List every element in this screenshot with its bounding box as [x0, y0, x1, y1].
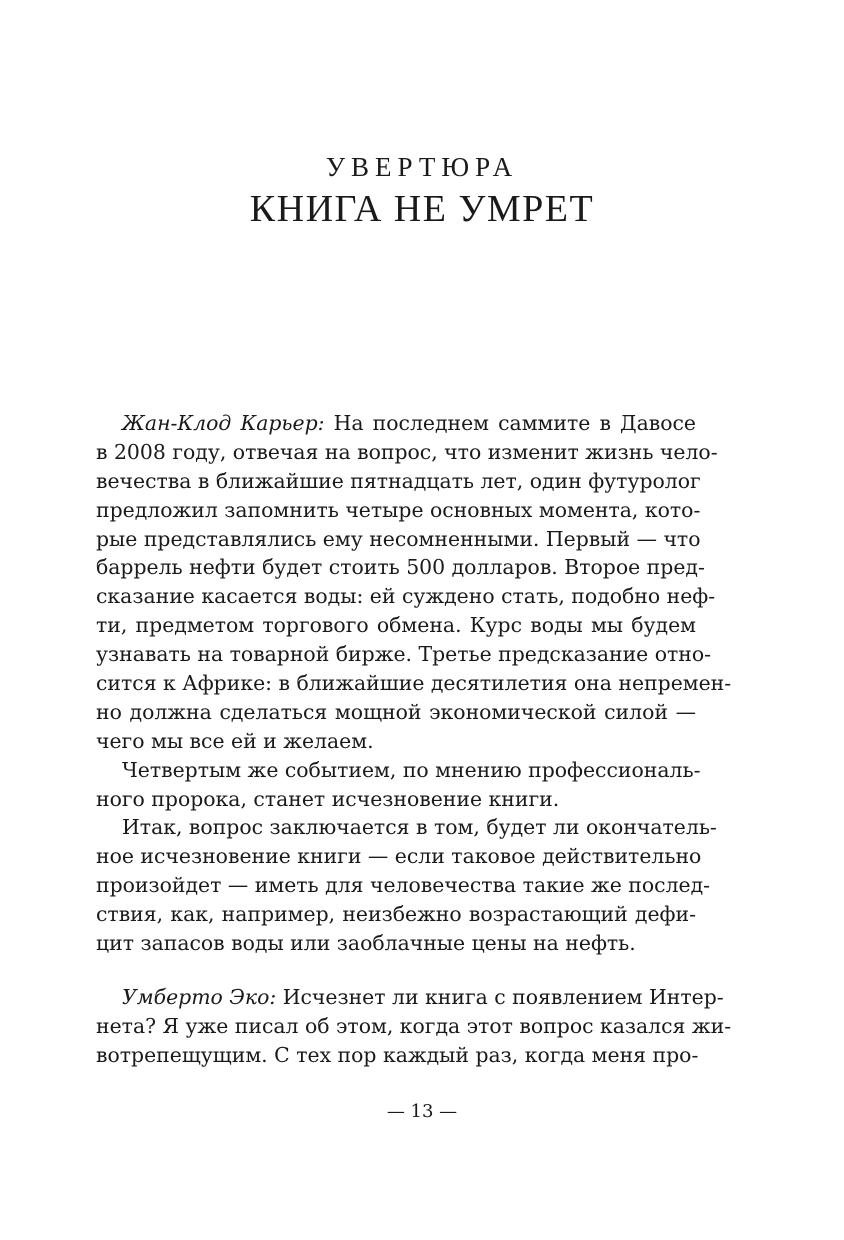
- text-line: произойдет — иметь для человечества такие же послед-: [96, 873, 711, 898]
- text-line-content: Исчезнет ли книга с появлением Интер-: [276, 985, 724, 1009]
- text-line: сказание касается воды: ей суждено стать, подобно неф-: [96, 584, 716, 609]
- speaker-name: Умберто Эко:: [122, 985, 277, 1009]
- text-line: чего мы все ей и желаем.: [96, 728, 374, 753]
- text-line: Итак, вопрос заключается в том, будет ли окончатель-: [122, 815, 717, 840]
- text-line: Четвертым же событием, по мнению профессиональ-: [122, 757, 701, 782]
- text-line: вечества в ближайшие пятнадцать лет, один футуролог: [96, 468, 701, 493]
- text-line: вотрепещущим. С тех пор каждый раз, когда меня про-: [96, 1042, 699, 1067]
- text-line: в 2008 году, отвечая на вопрос, что изменит жизнь чело-: [96, 439, 718, 464]
- text-line: ного пророка, станет исчезновение книги.: [96, 786, 560, 811]
- passage-carriere: [96, 409, 732, 958]
- text-line: ное исчезновение книги — если таковое действительно: [96, 844, 702, 869]
- chapter-title: КНИГА НЕ УМРЕТ: [249, 188, 595, 230]
- text-line: рые представлялись ему несомненными. Первый — что: [96, 526, 701, 551]
- passage-eco: [96, 983, 732, 1070]
- text-line: предложил запомнить четыре основных момента, кото-: [96, 497, 701, 522]
- text-line: узнавать на товарной бирже. Третье предсказание отно-: [96, 642, 712, 667]
- text-line-content: На последнем саммите в Давосе: [324, 411, 696, 435]
- text-line: но должна сделаться мощной экономической силой —: [96, 699, 696, 724]
- text-line: [96, 983, 724, 1012]
- text-line: цит запасов воды или заоблачные цены на нефть.: [96, 931, 636, 956]
- text-line: ствия, как, например, неизбежно возрастающий дефи-: [96, 902, 696, 927]
- text-line: ти, предметом торгового обмена. Курс воды мы будем: [96, 613, 696, 638]
- chapter-label: УВЕРТЮРА: [325, 152, 519, 182]
- text-line: [96, 409, 696, 438]
- text-line: сится к Африке: в ближайшие десятилетия она непремен-: [96, 671, 732, 696]
- text-line: баррель нефти будет стоить 500 долларов. Второе пред-: [96, 555, 705, 580]
- speaker-name: Жан-Клод Карьер:: [122, 411, 325, 435]
- page-number: — 13 —: [386, 1101, 458, 1122]
- text-line: нета? Я уже писал об этом, когда этот вопрос казался жи-: [96, 1013, 732, 1038]
